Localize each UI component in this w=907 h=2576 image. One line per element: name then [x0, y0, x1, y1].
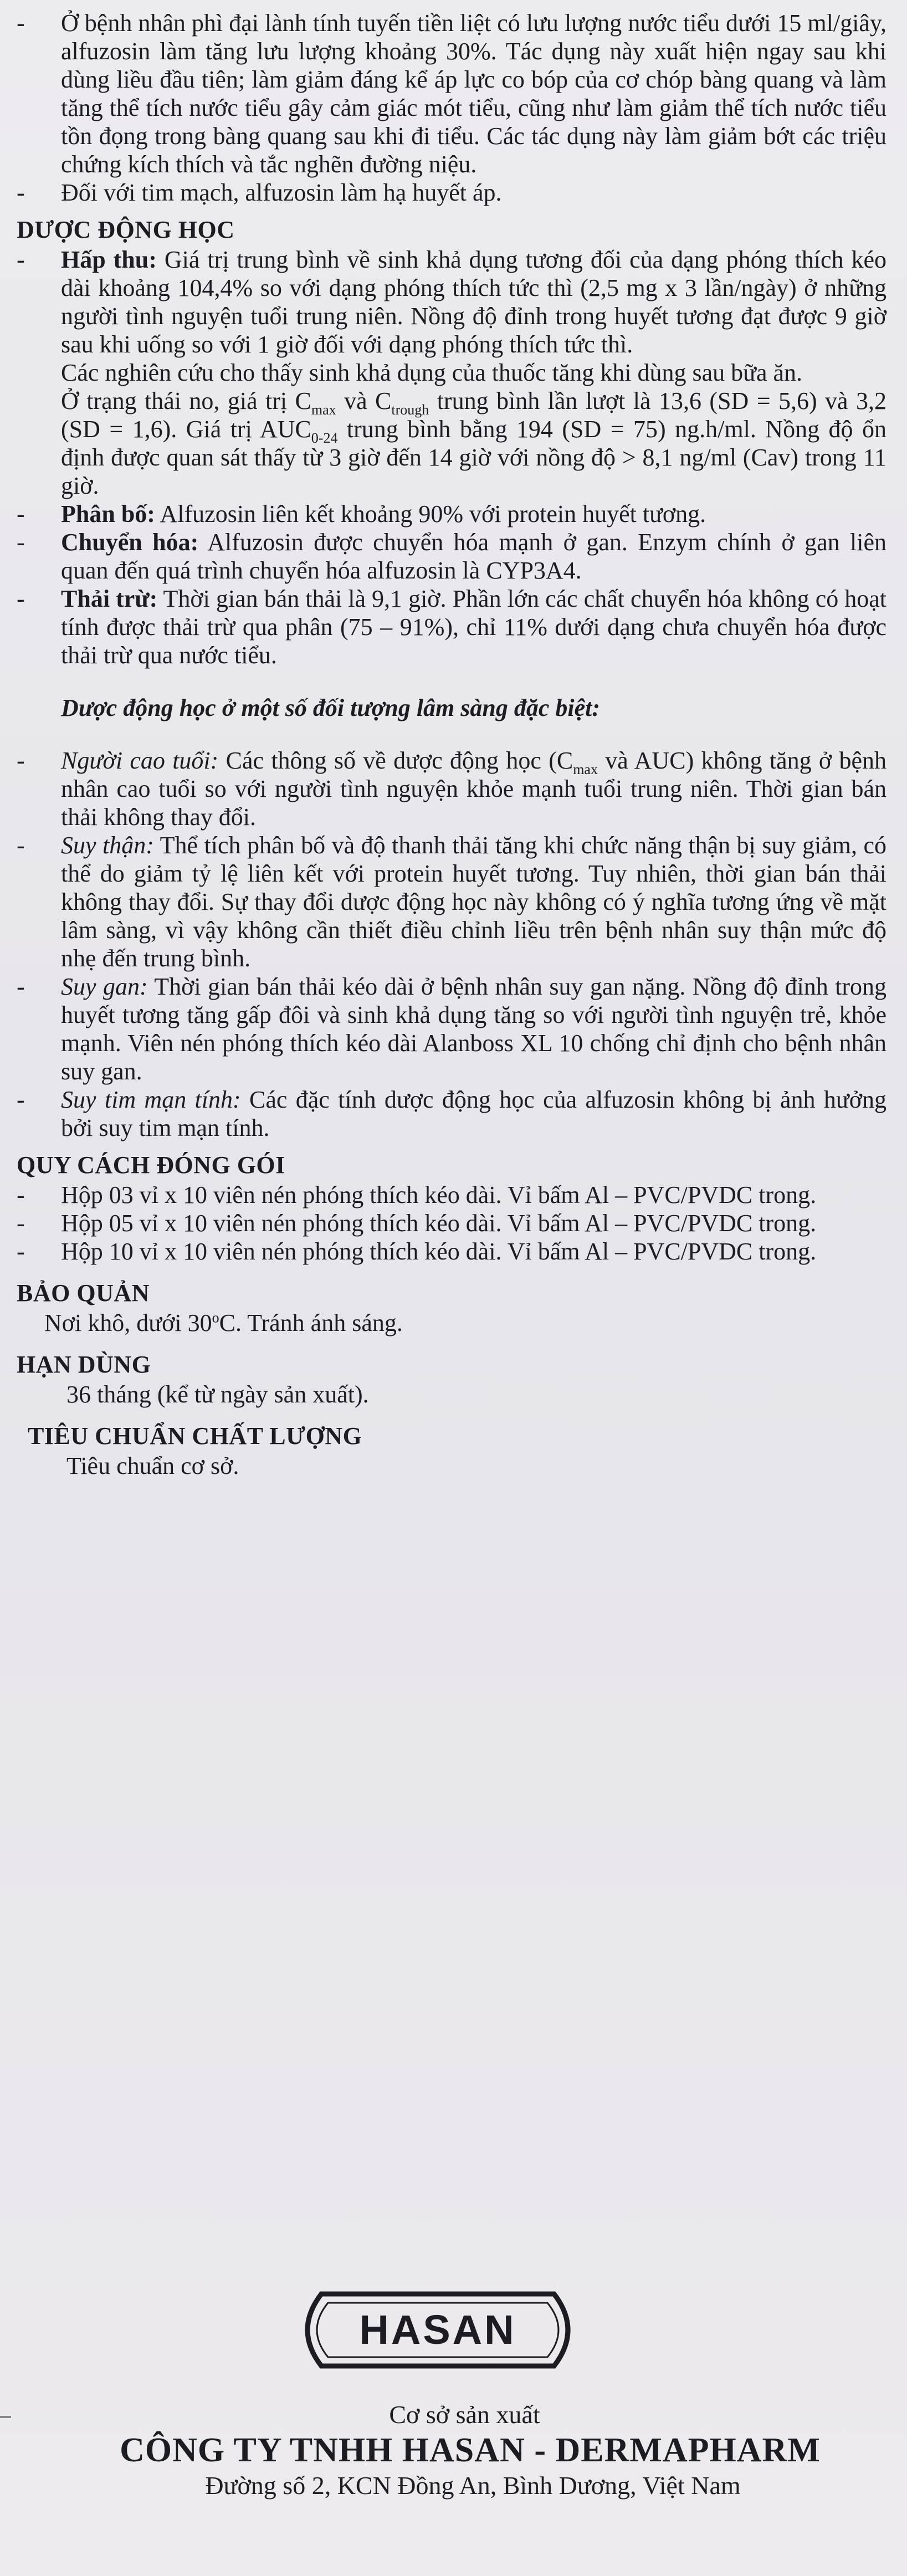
elimination-item: - Thải trừ: Thời gian bán thải là 9,1 giờ. Phần lớn các chất chuyển hóa không có hoạt tính được thải trừ qua phân (75 – 91%), chỉ 11% dưới dạng chưa chuyển hóa được thải trừ qua nước tiểu.	[17, 585, 886, 669]
heart-failure-label: Suy tim mạn tính:	[61, 1086, 241, 1113]
absorption-label: Hấp thu:	[61, 246, 157, 273]
absorption-food-text: Các nghiên cứu cho thấy sinh khả dụng của thuốc tăng khi dùng sau bữa ăn.	[61, 359, 803, 386]
metabolism-label: Chuyển hóa:	[61, 529, 199, 556]
manufacturer-label: Cơ sở sản xuất	[389, 2400, 540, 2429]
absorption-item: - Hấp thu: Giá trị trung bình về sinh khả dụng tương đối của dạng phóng thích kéo dài khoảng 104,4% so với dạng phóng thích tức thì (2,5 mg x 3 lần/ngày) ở những người tình nguyện tuổi trung niên. Nồng độ đỉnh trong huyết tương đạt được 9 giờ sau khi uống so với 1 giờ đối với dạng phóng thích tức thì.	[17, 246, 886, 358]
hepatic-label: Suy gan:	[61, 973, 148, 1000]
section-heading-shelf-life: HẠN DÙNG	[17, 1351, 151, 1378]
distribution-label: Phân bố:	[61, 500, 155, 528]
heart-failure-item: - Suy tim mạn tính: Các đặc tính dược động học của alfuzosin không bị ảnh hưởng bởi suy tim mạn tính.	[17, 1086, 886, 1141]
hepatic-item: - Suy gan: Thời gian bán thải kéo dài ở bệnh nhân suy gan nặng. Nồng độ đỉnh trong huyết tương tăng gấp đôi và sinh khả dụng tăng so với người tình nguyện trẻ, khỏe mạnh. Viên nén phóng thích kéo dài Alanboss XL 10 chống chỉ định cho bệnh nhân suy gan.	[17, 973, 886, 1085]
logo-wordmark: HASAN	[359, 2307, 516, 2353]
packaging-item: - Hộp 03 vỉ x 10 viên nén phóng thích kéo dài. Vỉ bấm Al – PVC/PVDC trong.	[17, 1181, 817, 1208]
company-address: Đường số 2, KCN Đồng An, Bình Dương, Việt Nam	[205, 2471, 741, 2500]
section-heading-quality: TIÊU CHUẨN CHẤT LƯỢNG	[28, 1422, 362, 1450]
packaging-item: - Hộp 05 vỉ x 10 viên nén phóng thích kéo dài. Vỉ bấm Al – PVC/PVDC trong.	[17, 1210, 817, 1237]
elimination-label: Thải trừ:	[61, 585, 158, 612]
metabolism-item: - Chuyển hóa: Alfuzosin được chuyển hóa mạnh ở gan. Enzym chính ở gan liên quan đến quá trình chuyển hóa alfuzosin là CYP3A4.	[17, 529, 886, 584]
intro-bullet-cardio: - Đối với tim mạch, alfuzosin làm hạ huyết áp.	[17, 179, 502, 206]
elderly-item: - Người cao tuổi: Các thông số về dược động học ($C_{max}$ và AUC) không tăng ở bệnh nhân cao tuổi so với người tình nguyện khỏe mạnh tuổi trung niên. Thời gian bán thải không thay đổi.	[17, 747, 886, 831]
leaflet-content	[17, 9, 886, 1480]
elderly-label: Người cao tuổi:	[61, 747, 219, 774]
special-populations-heading: Dược động học ở một số đối tượng lâm sàng đặc biệt:	[61, 694, 601, 721]
renal-item: - Suy thận: Thể tích phân bố và độ thanh thải tăng khi chức năng thận bị suy giảm, có thể do giảm tỷ lệ liên kết với protein huyết tương. Tuy nhiên, thời gian bán thải không thay đổi. Sự thay đổi dược động học này không có ý nghĩa tương ứng về mặt lâm sàng, vì vậy không cần thiết điều chỉnh liều trên bệnh nhân suy thận mức độ nhẹ đến trung bình.	[17, 832, 887, 972]
packaging-item: - Hộp 10 vỉ x 10 viên nén phóng thích kéo dài. Vỉ bấm Al – PVC/PVDC trong.	[17, 1238, 817, 1265]
section-heading-packaging: QUY CÁCH ĐÓNG GÓI	[17, 1151, 285, 1179]
intro-bullet-flow: - Ở bệnh nhân phì đại lành tính tuyến tiền liệt có lưu lượng nước tiểu dưới 15 ml/giây, alfuzosin làm tăng lưu lượng khoảng 30%. Tác dụng này xuất hiện ngay sau khi dùng liều đầu tiên; làm giảm đáng kể áp lực co bóp của cơ chóp bàng quang và làm tăng thể tích nước tiểu gây cảm giác mót tiểu, cũng như làm giảm thể tích nước tiểu tồn đọng trong bàng quang sau khi đi tiểu. Các tác dụng này làm giảm bớt các triệu chứng kích thích và tắc nghẽn đường niệu.	[17, 9, 886, 178]
shelf-life-text: 36 tháng (kể từ ngày sản xuất).	[66, 1381, 369, 1408]
storage-text: Nơi khô, dưới 30$^o$C. Tránh ánh sáng.	[44, 1309, 403, 1336]
section-heading-pharmacokinetics: DƯỢC ĐỘNG HỌC	[17, 216, 235, 243]
company-name: CÔNG TY TNHH HASAN - DERMAPHARM	[120, 2431, 821, 2469]
manufacturer-block	[0, 2399, 907, 2501]
section-heading-storage: BẢO QUẢN	[17, 1279, 150, 1307]
quality-text: Tiêu chuẩn cơ sở.	[66, 1452, 239, 1479]
absorption-fed-state: Ở trạng thái no, giá trị $C_{max}$ và $C_{trough}$ trung bình lần lượt là 13,6 (SD = 5,6) và 3,2 (SD = 1,6). Giá trị $AUC_{0-24}$ trung bình bằng 194 (SD = 75) ng.h/ml. Nồng độ ổn định được quan sát thấy từ 3 giờ đến 14 giờ với nồng độ > 8,1 ng/ml (Cav) trong 11 giờ.	[61, 387, 886, 499]
hasan-logo-mark	[288, 2288, 587, 2372]
renal-label: Suy thận:	[61, 832, 154, 859]
hasan-logo	[288, 2288, 587, 2372]
distribution-item: - Phân bố: Alfuzosin liên kết khoảng 90% với protein huyết tương.	[17, 500, 706, 528]
